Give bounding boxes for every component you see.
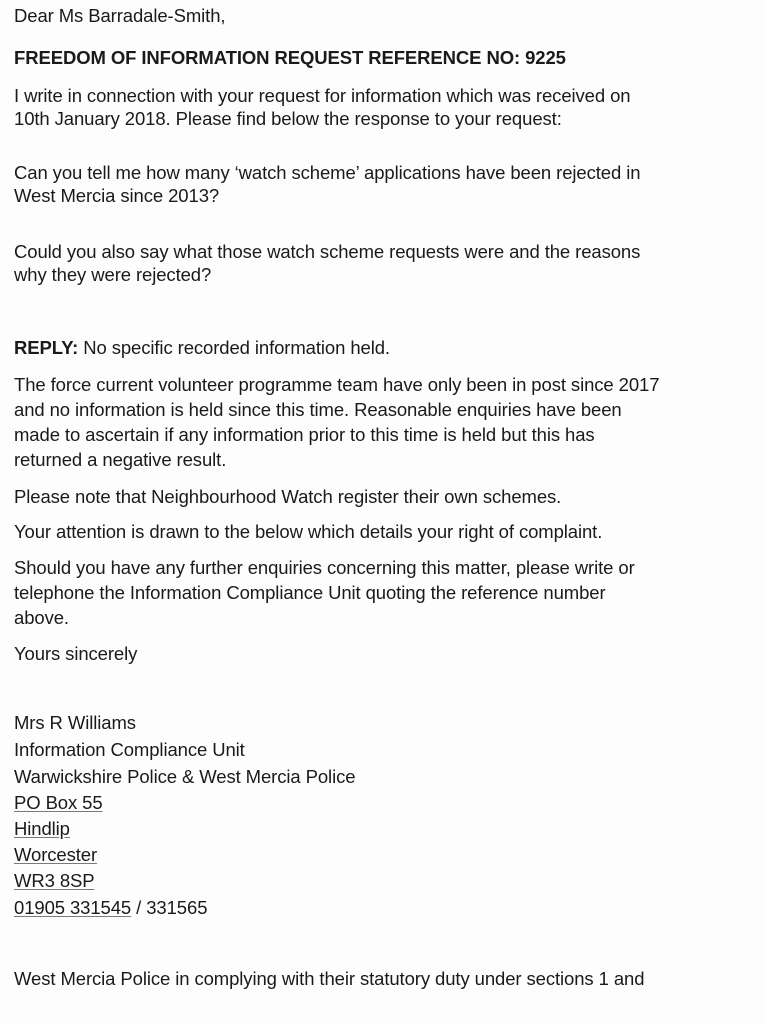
reply-label: REPLY: [14,337,79,358]
question-1-line-1: Can you tell me how many ‘watch scheme’ applications have been rejected in [14,162,641,183]
attention-line: Your attention is drawn to the below which details your right of complaint. [14,521,603,542]
further-line-3: above. [14,607,69,628]
reply-line [14,336,390,360]
explanation-line-2: and no information is held since this time. Reasonable enquiries have been [14,399,622,420]
question-2-line-1: Could you also say what those watch scheme requests were and the reasons [14,241,641,262]
footer-line: West Mercia Police in complying with their statutory duty under sections 1 and [14,968,645,989]
closing: Yours sincerely [14,643,138,664]
signature-locality: Hindlip [14,818,70,839]
explanation-line-1: The force current volunteer programme team have only been in post since 2017 [14,374,660,395]
phone-main: 01905 331545 [14,897,132,918]
explanation-line-3: made to ascertain if any information prior to this time is held but this has [14,424,595,445]
signature-postcode: WR3 8SP [14,870,95,891]
salutation: Dear Ms Barradale-Smith, [14,5,226,26]
further-line-2: telephone the Information Compliance Unit quoting the reference number [14,582,606,603]
reference-heading: FREEDOM OF INFORMATION REQUEST REFERENCE NO: 9225 [14,47,566,68]
signature-phone [14,896,207,920]
reply-text: No specific recorded information held. [78,337,390,358]
further-line-1: Should you have any further enquiries concerning this matter, please write or [14,557,635,578]
explanation-line-4: returned a negative result. [14,449,227,470]
note-line: Please note that Neighbourhood Watch register their own schemes. [14,486,562,507]
intro-line-1: I write in connection with your request for information which was received on [14,85,631,106]
signature-organisation: Warwickshire Police & West Mercia Police [14,766,356,787]
signature-town: Worcester [14,844,98,865]
signature-unit: Information Compliance Unit [14,739,245,760]
question-2-line-2: why they were rejected? [14,264,212,285]
question-1-line-2: West Mercia since 2013? [14,185,220,206]
signature-po-box: PO Box 55 [14,792,103,813]
intro-line-2: 10th January 2018. Please find below the response to your request: [14,108,562,129]
phone-rest: / 331565 [131,897,208,918]
signature-name: Mrs R Williams [14,712,136,733]
